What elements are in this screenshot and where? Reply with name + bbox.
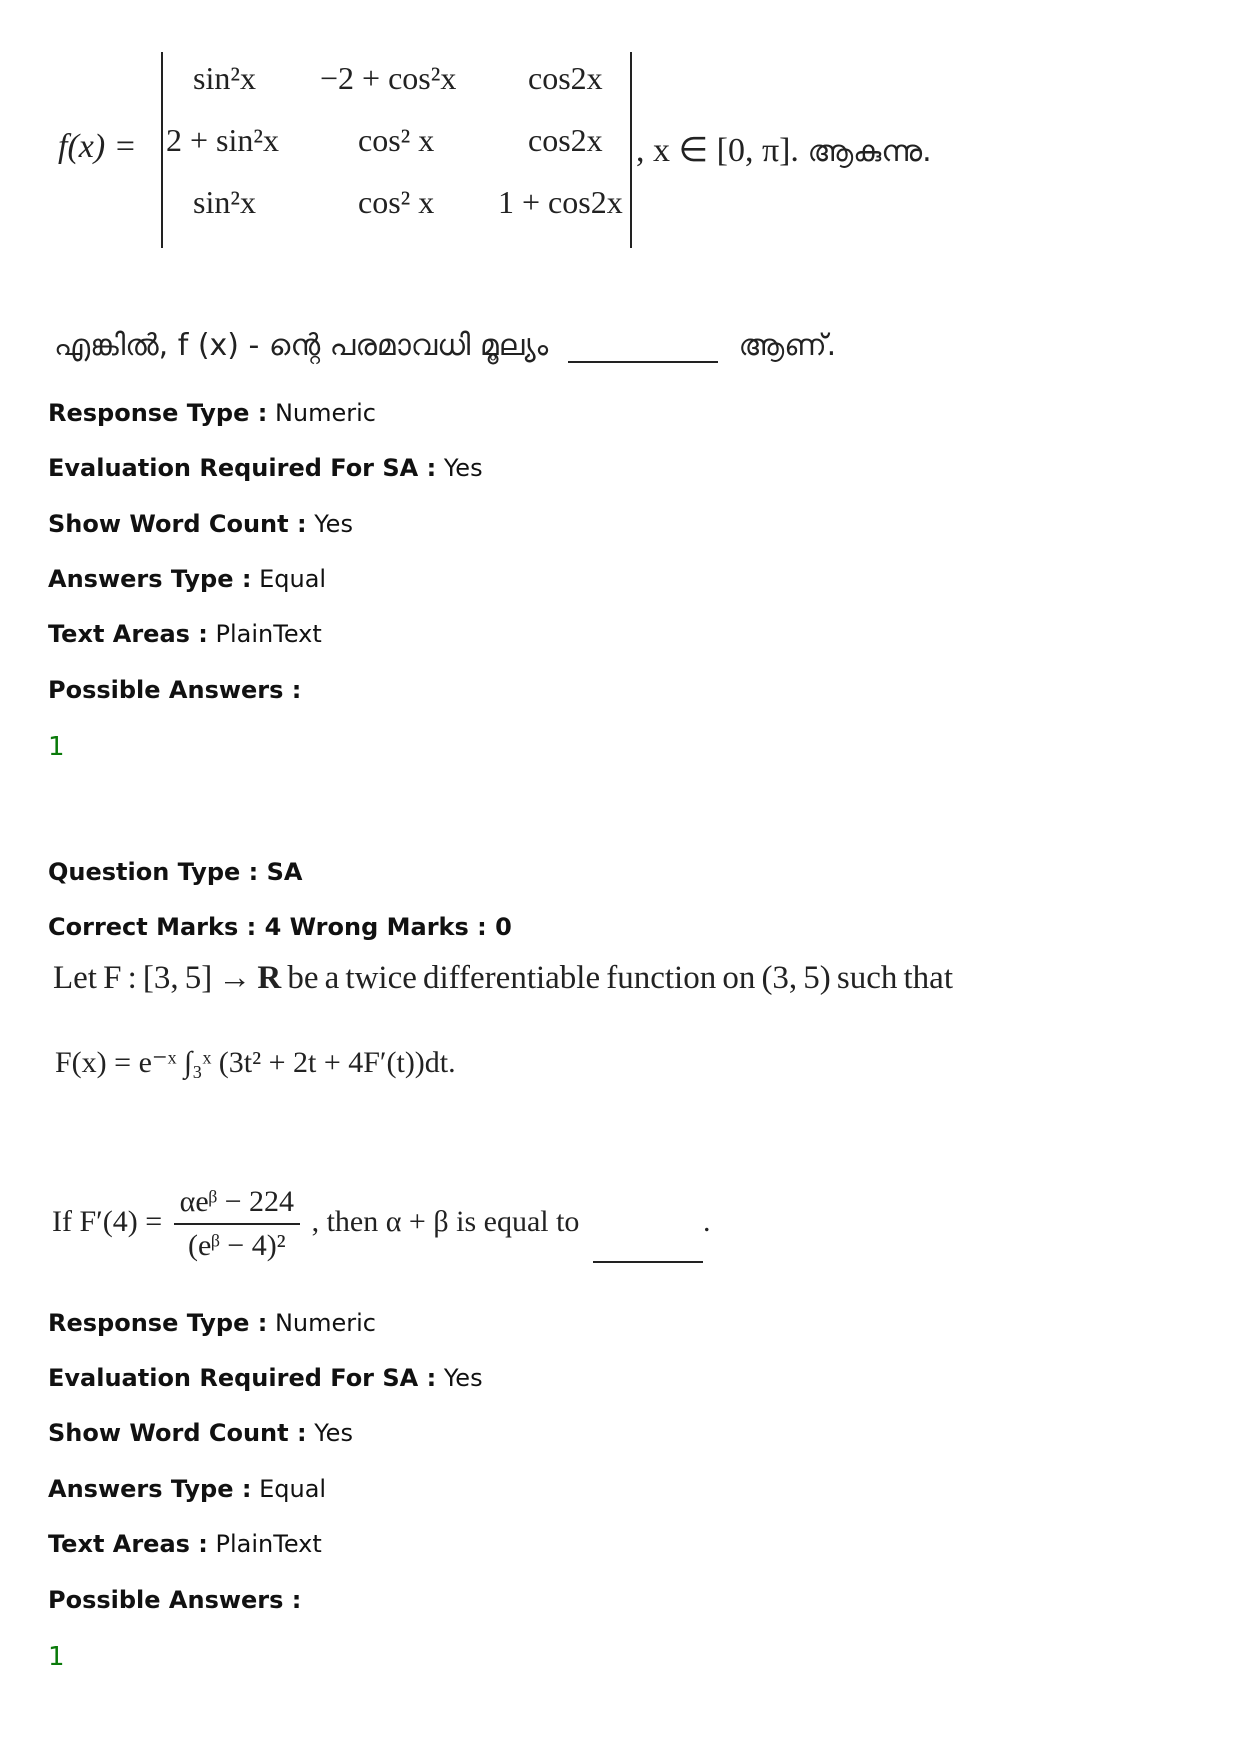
matrix-cell: cos2x (528, 60, 603, 96)
answer-blank (593, 1235, 703, 1263)
intro-word: that (903, 960, 953, 996)
fraction-denominator: (eᵝ − 4)² (188, 1229, 286, 1262)
answers-type-row: Answers Type : Equal (48, 1475, 327, 1503)
intro-word: on (722, 960, 756, 996)
determinant-left-bar (161, 52, 163, 248)
word-count-row: Show Word Count : Yes (48, 510, 353, 538)
intro-word: : (127, 960, 137, 996)
response-type-row: Response Type : Numeric (48, 1309, 376, 1337)
determinant-right-bar (630, 52, 632, 248)
matrix-cell: cos² x (358, 122, 435, 158)
derivative-condition (52, 1185, 710, 1263)
fraction (174, 1185, 300, 1263)
answers-type-row: Answers Type : Equal (48, 565, 327, 593)
intro-word: [3, (142, 960, 179, 996)
intro-word: a (324, 960, 340, 996)
intro-word: Let (53, 960, 97, 996)
intro-word: R (257, 960, 282, 996)
intro-word: 5) (803, 960, 831, 996)
malayalam-suffix: ആകുന്നു. (807, 134, 932, 169)
word-count-row: Show Word Count : Yes (48, 1419, 353, 1447)
determinant-equation (58, 42, 958, 252)
possible-answers-row: Possible Answers : (48, 1586, 302, 1614)
if-text: If F′(4) = (52, 1204, 163, 1238)
response-type-row: Response Type : Numeric (48, 399, 376, 427)
possible-answer: 1 (48, 1642, 65, 1672)
possible-answer: 1 (48, 732, 65, 762)
marks-row: Correct Marks : 4 Wrong Marks : 0 (48, 913, 512, 941)
answer-blank (568, 331, 718, 363)
intro-word: → (218, 960, 252, 996)
question1-prompt (54, 325, 836, 363)
intro-word: differentiable (422, 960, 601, 996)
intro-word: such (836, 960, 898, 996)
domain-condition (636, 130, 932, 170)
prompt-suffix: ആണ്. (738, 328, 837, 363)
intro-word: twice (345, 960, 417, 996)
integral-equation: F(x) = e⁻ˣ ∫₃ˣ (3t² + 2t + 4F′(t))dt. (55, 1046, 456, 1079)
matrix-cell: 2 + sin²x (166, 122, 279, 158)
possible-answers-row: Possible Answers : (48, 676, 302, 704)
matrix-cell: sin²x (193, 60, 256, 96)
text-areas-row: Text Areas : PlainText (48, 1530, 322, 1558)
intro-word: be (287, 960, 319, 996)
intro-word: F (103, 960, 122, 996)
then-text: , then α + β is equal to (311, 1204, 580, 1238)
text-areas-row: Text Areas : PlainText (48, 620, 322, 648)
question-type: Question Type : SA (48, 858, 303, 886)
matrix-cell: sin²x (193, 184, 256, 220)
prompt-prefix: എങ്കിൽ, f (x) - ന്റെ പരമാവധി മൂല്യം (54, 328, 549, 363)
fraction-numerator: αeᵝ − 224 (174, 1185, 300, 1225)
matrix-cell: cos² x (358, 184, 435, 220)
domain-text: , x ∈ [0, π]. (636, 132, 799, 169)
end-text: . (702, 1204, 711, 1238)
matrix-cell: 1 + cos2x (498, 184, 623, 220)
intro-word: (3, (761, 960, 798, 996)
question2-intro (53, 960, 953, 997)
matrix-cell: cos2x (528, 122, 603, 158)
intro-word: function (606, 960, 717, 996)
intro-word: 5] (184, 960, 213, 996)
matrix-cell: −2 + cos²x (320, 60, 457, 96)
evaluation-row: Evaluation Required For SA : Yes (48, 454, 483, 482)
function-label: f(x) = (58, 128, 137, 165)
evaluation-row: Evaluation Required For SA : Yes (48, 1364, 483, 1392)
